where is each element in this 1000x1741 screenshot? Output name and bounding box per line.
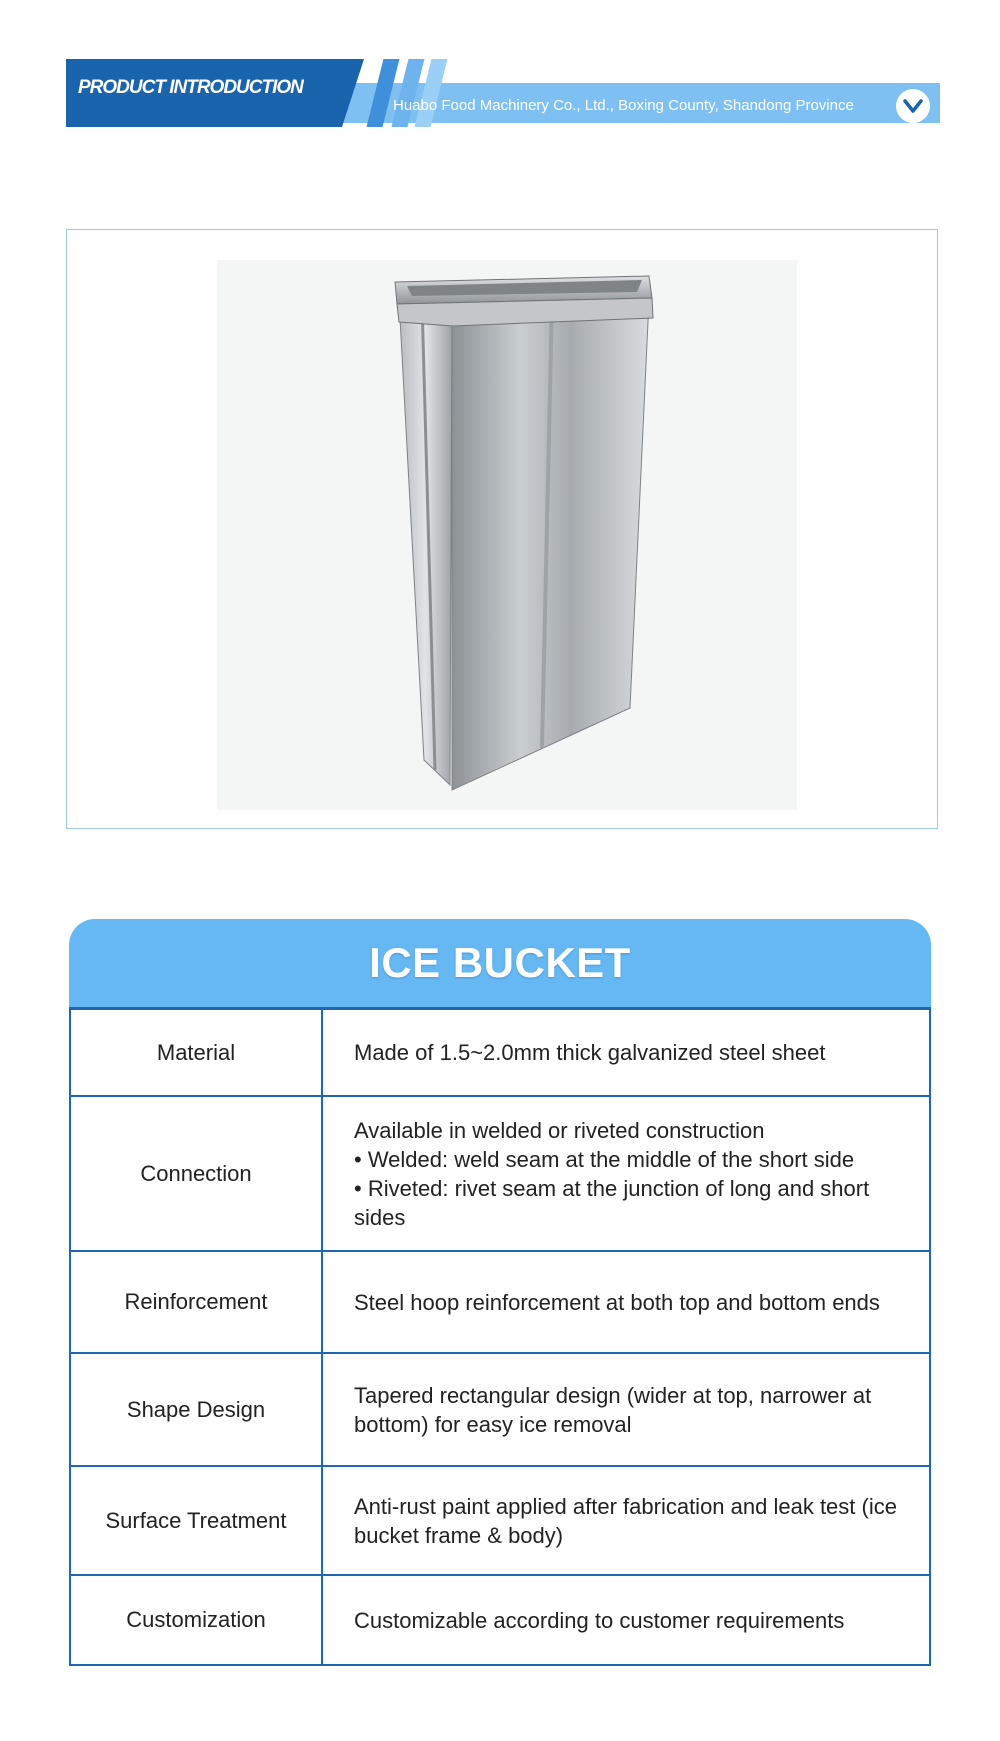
spec-row-connection [71, 1095, 929, 1250]
page-header-banner [66, 57, 940, 127]
spec-value [323, 1467, 929, 1574]
spec-label: Shape Design [71, 1354, 323, 1465]
section-title: PRODUCT INTRODUCTION [78, 77, 303, 98]
spec-value [323, 1010, 929, 1095]
spec-label: Customization [71, 1576, 323, 1664]
spec-value-line: • Welded: weld seam at the middle of the short side [354, 1146, 855, 1172]
spec-value-line: Customizable according to customer requirements [354, 1607, 845, 1633]
spec-label: Material [71, 1010, 323, 1095]
spec-value-line: Available in welded or riveted construction [354, 1117, 765, 1143]
spec-row-reinforcement [71, 1250, 929, 1352]
spec-label: Reinforcement [71, 1252, 323, 1352]
product-name: ICE BUCKET [369, 939, 631, 986]
spec-row-surface-treatment [71, 1465, 929, 1574]
spec-value-line: • Riveted: rivet seam at the junction of long and short sides [354, 1175, 870, 1230]
spec-value [323, 1576, 929, 1664]
spec-value-line: Tapered rectangular design (wider at top, narrower at bottom) for easy ice removal [354, 1382, 872, 1437]
spec-label: Connection [71, 1097, 323, 1250]
spec-value [323, 1097, 929, 1250]
spec-table-body [69, 1007, 931, 1666]
spec-label: Surface Treatment [71, 1467, 323, 1574]
ice-bucket-illustration [67, 230, 937, 828]
expand-button[interactable] [896, 89, 930, 123]
spec-value-line: Made of 1.5~2.0mm thick galvanized steel sheet [354, 1040, 826, 1065]
spec-row-shape-design [71, 1352, 929, 1465]
spec-table-header [69, 919, 931, 1007]
spec-value-line: Anti-rust paint applied after fabrication and leak test (ice bucket frame & body) [354, 1493, 897, 1548]
company-name: Huabo Food Machinery Co., Ltd., Boxing County, Shandong Province [393, 97, 854, 114]
spec-row-material [71, 1010, 929, 1095]
spec-value [323, 1354, 929, 1465]
chevron-down-icon [903, 98, 923, 114]
spec-table [69, 919, 931, 1666]
spec-value-line: Steel hoop reinforcement at both top and bottom ends [354, 1289, 880, 1315]
spec-value [323, 1252, 929, 1352]
product-photo [66, 229, 938, 829]
spec-row-customization [71, 1574, 929, 1664]
